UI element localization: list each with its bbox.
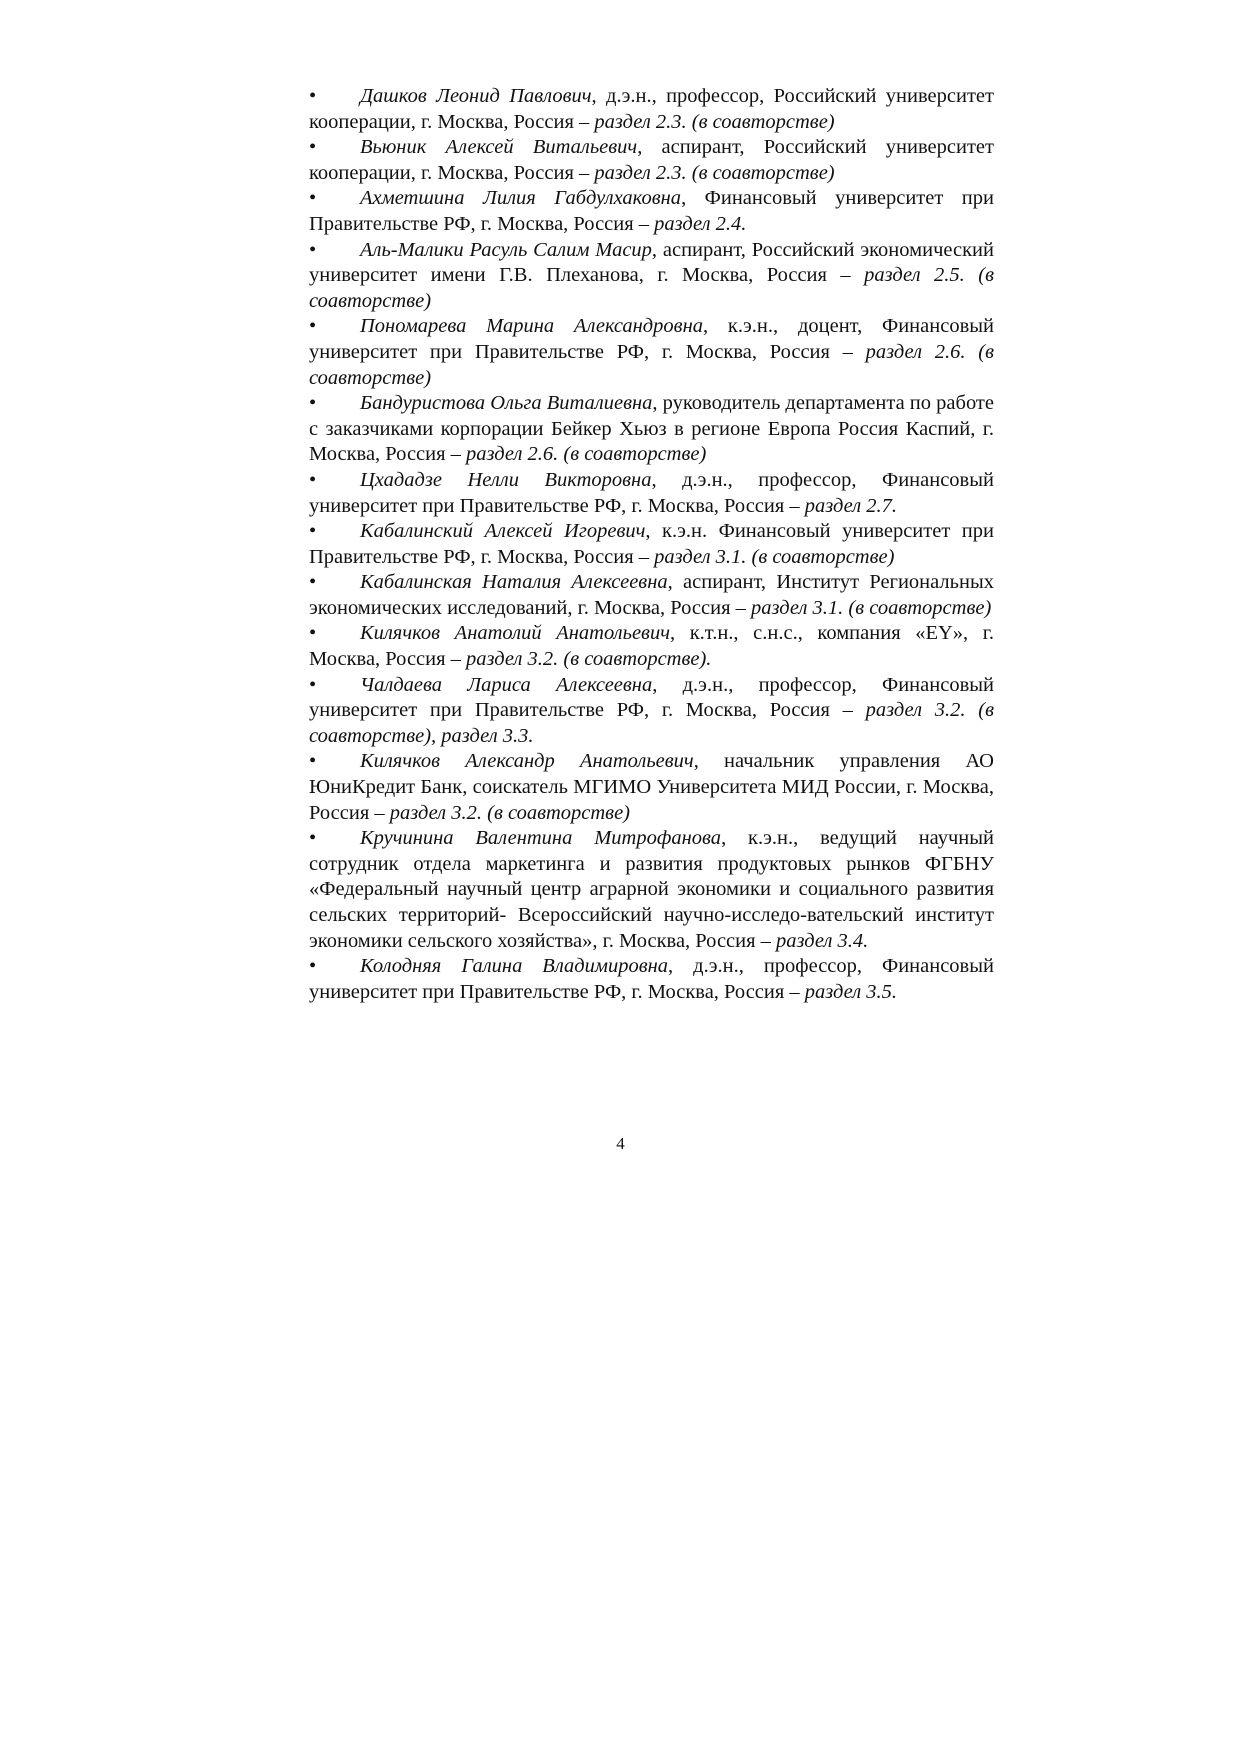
- author-name: Килячков Александр Анатольевич: [360, 750, 694, 773]
- bullet-icon: •: [309, 187, 317, 210]
- author-entry: [309, 673, 994, 750]
- author-info: , к.э.н. Финансовый университет при Правительстве РФ, г. Москва, Россия –: [309, 520, 994, 568]
- section-reference: раздел 3.1. (в соавторстве): [751, 596, 992, 619]
- author-name: Бандуристова Ольга Виталиевна: [360, 392, 653, 415]
- author-entry: [309, 826, 994, 954]
- section-reference: раздел 2.5. (в соавторстве): [309, 264, 994, 312]
- bullet-icon: •: [309, 238, 317, 261]
- author-info: , аспирант, Институт Региональных экономических исследований, г. Москва, Россия –: [309, 571, 994, 619]
- author-entry: [309, 749, 994, 826]
- bullet-icon: •: [309, 622, 317, 645]
- document-page: [309, 84, 994, 1005]
- author-name: Ахметшина Лилия Габдулхаковна: [360, 187, 682, 210]
- author-entry: [309, 621, 994, 672]
- bullet-icon: •: [309, 468, 317, 491]
- section-reference: раздел 3.2. (в соавторстве).: [466, 648, 712, 671]
- bullet-icon: •: [309, 85, 317, 107]
- bullet-icon: •: [309, 520, 317, 543]
- bullet-icon: •: [309, 955, 317, 978]
- section-reference: раздел 2.3. (в соавторстве): [594, 110, 835, 133]
- section-reference: раздел 2.7.: [804, 494, 898, 517]
- bullet-icon: •: [309, 315, 317, 338]
- author-info: , д.э.н., профессор, Российский университет кооперации, г. Москва, Россия –: [309, 85, 994, 133]
- bullet-icon: •: [309, 392, 317, 415]
- author-name: Дашков Леонид Павлович: [360, 85, 592, 107]
- author-entry: [309, 519, 994, 570]
- author-info: , аспирант, Российский университет кооперации, г. Москва, Россия –: [309, 136, 994, 184]
- author-info: , Финансовый университет при Правительстве РФ, г. Москва, Россия –: [309, 187, 994, 235]
- author-name: Пономарева Марина Александровна: [360, 315, 703, 338]
- author-entry: [309, 84, 994, 135]
- section-reference: раздел 3.1. (в соавторстве): [654, 545, 895, 568]
- author-entry: [309, 238, 994, 315]
- bullet-icon: •: [309, 136, 317, 159]
- section-reference: раздел 3.2. (в соавторстве), раздел 3.3.: [309, 699, 994, 747]
- author-name: Цхададзе Нелли Викторовна: [360, 468, 652, 491]
- bullet-icon: •: [309, 673, 317, 696]
- section-reference: раздел 3.4.: [776, 929, 869, 952]
- section-reference: раздел 3.5.: [804, 980, 898, 1003]
- author-entry: [309, 186, 994, 237]
- author-name: Вьюник Алексей Витальевич: [360, 136, 638, 159]
- author-name: Колодняя Галина Владимировна: [360, 955, 669, 978]
- author-info: , к.т.н., с.н.с., компания «EY», г. Москва, Россия –: [309, 622, 994, 671]
- page-number: 4: [616, 1134, 625, 1153]
- bullet-icon: •: [309, 571, 317, 594]
- author-name: Аль-Малики Расуль Салим Масир: [360, 238, 652, 261]
- section-reference: раздел 2.3. (в соавторстве): [594, 161, 835, 184]
- author-info: , руководитель департамента по работе с заказчиками корпорации Бейкер Хьюз в регионе Европа Россия Каспий, г. Москва, Россия –: [309, 392, 994, 466]
- author-entry: [309, 314, 994, 391]
- section-reference: раздел 3.2. (в соавторстве): [389, 801, 630, 824]
- author-list: [309, 84, 994, 1005]
- author-name: Кабалинский Алексей Игоревич: [360, 520, 646, 543]
- bullet-icon: •: [309, 827, 317, 850]
- author-info: , аспирант, Российский экономический университет имени Г.В. Плеханова, г. Москва, Россия –: [309, 238, 994, 287]
- section-reference: раздел 2.6. (в соавторстве): [309, 340, 994, 389]
- author-info: , д.э.н., профессор, Финансовый университет при Правительстве РФ, г. Москва, Россия –: [309, 673, 994, 722]
- author-info: , к.э.н., ведущий научный сотрудник отдела маркетинга и развития продуктовых рынков ФГБНУ «Федеральный научный центр аграрной экономики и социального развития сельских территорий- Всероссийский научно-исследо-вательский институт экономики сельского хозяйства», г. Москва, Россия –: [309, 827, 995, 952]
- author-name: Кручинина Валентина Митрофанова: [360, 827, 722, 850]
- author-name: Кабалинская Наталия Алексеевна: [360, 571, 668, 594]
- author-entry: [309, 954, 994, 1005]
- author-entry: [309, 391, 994, 468]
- author-entry: [309, 570, 994, 621]
- author-name: Килячков Анатолий Анатольевич: [360, 622, 670, 645]
- section-reference: раздел 2.6. (в соавторстве): [466, 443, 707, 466]
- author-info: , начальник управления АО ЮниКредит Банк, соискатель МГИМО Университета МИД России, г. Москва, Россия –: [309, 750, 994, 824]
- section-reference: раздел 2.4.: [654, 212, 747, 235]
- author-info: , д.э.н., профессор, Финансовый университет при Правительстве РФ, г. Москва, Россия –: [309, 468, 994, 517]
- author-name: Чалдаева Лариса Алексеевна: [360, 673, 653, 696]
- author-info: , к.э.н., доцент, Финансовый университет при Правительстве РФ, г. Москва, Россия –: [309, 315, 994, 363]
- author-info: , д.э.н., профессор, Финансовый университет при Правительстве РФ, г. Москва, Россия –: [309, 955, 994, 1003]
- author-entry: [309, 135, 994, 186]
- author-entry: [309, 468, 994, 519]
- bullet-icon: •: [309, 750, 317, 773]
